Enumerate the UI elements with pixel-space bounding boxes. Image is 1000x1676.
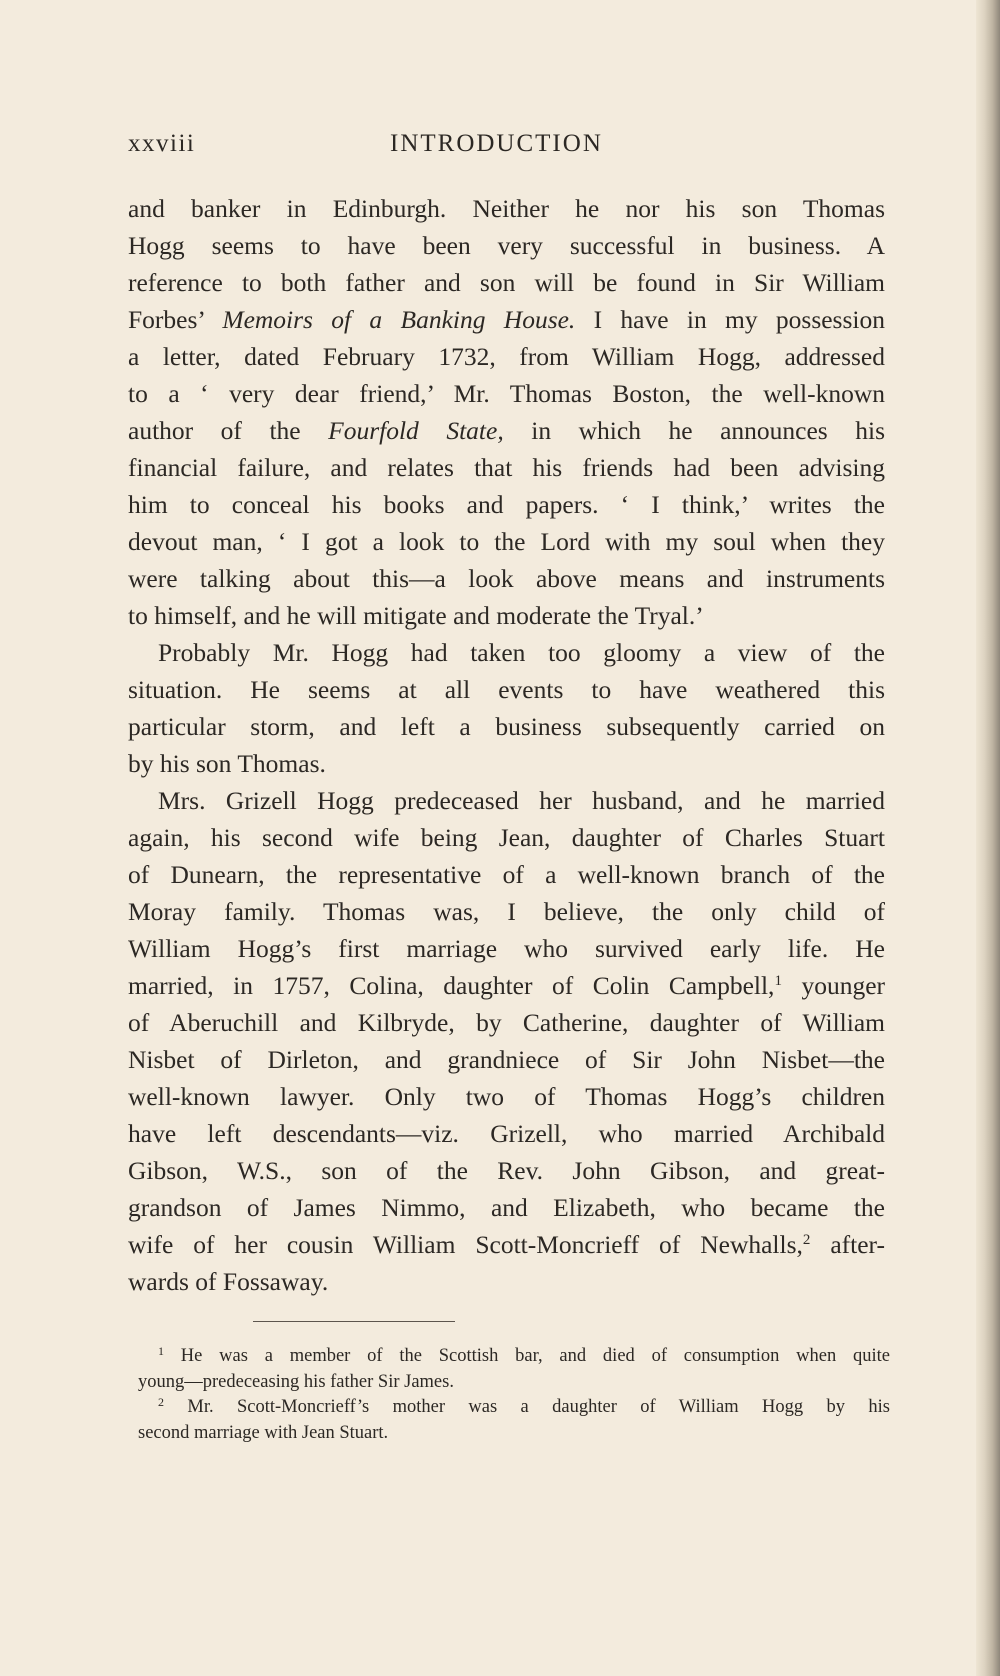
text-line [128,967,885,1004]
text-line: grandson of James Nimmo, and Elizabeth, who became the [128,1193,885,1222]
text-segment: Forbes’ [128,305,223,334]
text-line [128,1226,885,1263]
text-line: wards of Fossaway. [128,1267,329,1296]
footnote-text: He was a member of the Scottish bar, and died of consumption when quite [164,1346,890,1366]
text-segment: author of the [128,416,329,445]
text-line: Nisbet of Dirleton, and grandniece of Sir John Nisbet—the [128,1045,885,1074]
footnote-marker: 2 [158,1395,164,1409]
text-line: situation. He seems at all events to have weathered this [128,675,885,704]
footnote-marker: 1 [158,1344,164,1358]
text-segment: wife of her cousin William Scott-Moncrieff of Newhalls, [128,1230,803,1259]
book-title: Fourfold State, [328,416,504,445]
footnote-reference: 1 [774,973,782,989]
text-line: devout man, ‘ I got a look to the Lord with my soul when they [128,527,885,556]
text-segment: after- [810,1230,886,1259]
text-line [128,301,885,338]
text-segment: in which he announces his [503,416,885,445]
book-title: Memoirs of a Banking House. [222,305,576,334]
text-line: Moray family. Thomas was, I believe, the only child of [128,897,885,926]
text-line: him to conceal his books and papers. ‘ I think,’ writes the [128,490,885,519]
page-edge-shadow [976,0,1000,1676]
text-line: of Dunearn, the representative of a well-known branch of the [128,860,885,889]
text-line: to a ‘ very dear friend,’ Mr. Thomas Boston, the well-known [128,379,885,408]
text-line: Gibson, W.S., son of the Rev. John Gibson, and great- [128,1156,885,1185]
text-line: were talking about this—a look above means and instruments [128,564,885,593]
text-line: Probably Mr. Hogg had taken too gloomy a view of the [158,638,885,667]
running-head: INTRODUCTION [390,130,603,157]
text-line: Mrs. Grizell Hogg predeceased her husband, and he married [158,786,885,815]
text-line: of Aberuchill and Kilbryde, by Catherine, daughter of William [128,1008,885,1037]
footnote-line [138,1395,890,1421]
page-number: xxviii [128,130,196,157]
footnote-divider [253,1321,455,1322]
text-segment: married, in 1757, Colina, daughter of Colin Campbell, [128,971,775,1000]
text-line: particular storm, and left a business subsequently carried on [128,712,885,741]
text-line: reference to both father and son will be found in Sir William [128,268,885,297]
text-segment: younger [781,971,886,1000]
footnote-text: Mr. Scott-Moncrieff’s mother was a daughter of William Hogg by his [164,1397,890,1417]
footnote-line: second marriage with Jean Stuart. [138,1422,389,1443]
text-segment: I have in my possession [575,305,885,334]
body-text [128,190,885,1300]
text-line: well-known lawyer. Only two of Thomas Hogg’s children [128,1082,885,1111]
text-line: a letter, dated February 1732, from William Hogg, addressed [128,342,885,371]
footnote-line: young—predeceasing his father Sir James. [138,1371,454,1392]
footnotes [138,1344,890,1446]
text-line: Hogg seems to have been very successful in business. A [128,231,885,260]
page-header [128,130,888,170]
text-line: by his son Thomas. [128,749,326,778]
text-line: again, his second wife being Jean, daughter of Charles Stuart [128,823,885,852]
text-line: William Hogg’s first marriage who survived early life. He [128,934,885,963]
text-line: and banker in Edinburgh. Neither he nor his son Thomas [128,194,885,223]
text-line: have left descendants—viz. Grizell, who married Archibald [128,1119,885,1148]
text-line: to himself, and he will mitigate and moderate the Tryal.’ [128,601,704,630]
text-line: financial failure, and relates that his friends had been advising [128,453,885,482]
footnote-line [138,1344,890,1370]
text-line [128,412,885,449]
footnote-reference: 2 [802,1232,811,1248]
